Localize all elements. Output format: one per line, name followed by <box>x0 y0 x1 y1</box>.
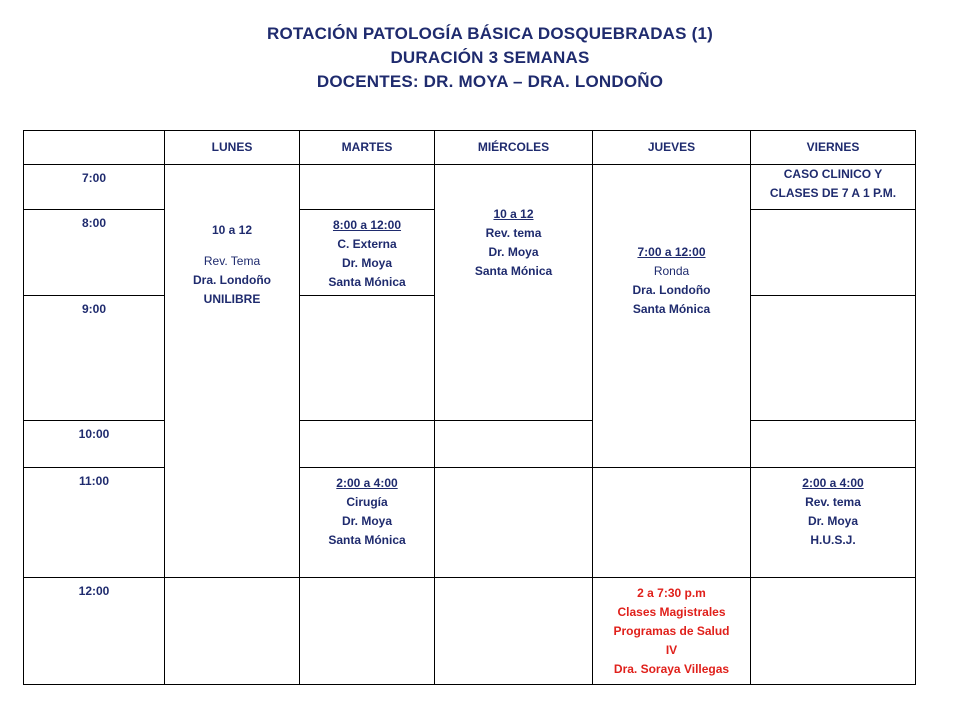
cell-jueves-afternoon <box>593 578 751 685</box>
title-line-1: ROTACIÓN PATOLOGÍA BÁSICA DOSQUEBRADAS (1) <box>266 24 713 43</box>
cell-viernes-12 <box>751 578 916 685</box>
martes-afternoon-activity: Cirugía <box>346 495 388 509</box>
jueves-afternoon-line4: IV <box>665 643 678 657</box>
lunes-teacher: Dra. Londoño <box>193 273 271 287</box>
document-header <box>0 22 960 94</box>
table-row <box>24 421 916 468</box>
jueves-afternoon-line2: Clases Magistrales <box>617 605 726 619</box>
viernes-afternoon-place: H.U.S.J. <box>810 533 856 547</box>
jueves-afternoon-line1: 2 a 7:30 p.m <box>637 586 706 600</box>
cell-viernes-10 <box>751 421 916 468</box>
table-row <box>24 468 916 578</box>
miercoles-time: 10 a 12 <box>493 207 534 221</box>
cell-martes-morning <box>300 210 435 296</box>
time-slot-10: 10:00 <box>24 421 165 468</box>
martes-afternoon-time: 2:00 a 4:00 <box>336 476 398 490</box>
cell-martes-12 <box>300 578 435 685</box>
martes-afternoon-teacher: Dr. Moya <box>341 514 392 528</box>
cell-jueves-block <box>593 165 751 468</box>
martes-morning-teacher: Dr. Moya <box>341 256 392 270</box>
viernes-afternoon-teacher: Dr. Moya <box>807 514 858 528</box>
cell-miercoles-11 <box>435 468 593 578</box>
cell-jueves-11 <box>593 468 751 578</box>
viernes-afternoon-activity: Rev. tema <box>805 495 861 509</box>
viernes-caso-line1: CASO CLINICO Y <box>783 167 883 181</box>
viernes-caso-line2: CLASES DE 7 A 1 P.M. <box>769 186 897 200</box>
cell-miercoles-12 <box>435 578 593 685</box>
time-slot-8: 8:00 <box>24 210 165 296</box>
cell-viernes-7 <box>751 165 916 210</box>
jueves-place: Santa Mónica <box>632 302 711 316</box>
cell-lunes-12 <box>165 578 300 685</box>
time-slot-9: 9:00 <box>24 296 165 421</box>
cell-miercoles-10 <box>435 421 593 468</box>
day-header-viernes: VIERNES <box>751 131 916 165</box>
lunes-time: 10 a 12 <box>211 223 253 237</box>
lunes-place: UNILIBRE <box>203 292 261 306</box>
jueves-afternoon-line5: Dra. Soraya Villegas <box>613 662 730 676</box>
viernes-afternoon-time: 2:00 a 4:00 <box>802 476 864 490</box>
day-header-jueves: JUEVES <box>593 131 751 165</box>
cell-lunes-block <box>165 165 300 578</box>
time-slot-11: 11:00 <box>24 468 165 578</box>
lunes-activity: Rev. Tema <box>203 254 261 268</box>
time-slot-12: 12:00 <box>24 578 165 685</box>
cell-martes-10 <box>300 421 435 468</box>
cell-martes-7 <box>300 165 435 210</box>
corner-cell <box>24 131 165 165</box>
martes-morning-place: Santa Mónica <box>328 275 406 289</box>
time-slot-7: 7:00 <box>24 165 165 210</box>
miercoles-teacher: Dr. Moya <box>488 245 539 259</box>
cell-martes-afternoon <box>300 468 435 578</box>
martes-afternoon-place: Santa Mónica <box>328 533 406 547</box>
title-line-2: DURACIÓN 3 SEMANAS <box>390 48 590 67</box>
jueves-afternoon-line3: Programas de Salud <box>613 624 730 638</box>
cell-martes-9 <box>300 296 435 421</box>
schedule-table <box>23 130 916 685</box>
martes-morning-activity: C. Externa <box>337 237 397 251</box>
header-row <box>24 131 916 165</box>
title-line-3: DOCENTES: DR. MOYA – DRA. LONDOÑO <box>316 72 664 91</box>
day-header-martes: MARTES <box>300 131 435 165</box>
table-row <box>24 165 916 210</box>
martes-morning-time: 8:00 a 12:00 <box>332 218 402 232</box>
cell-miercoles-block <box>435 165 593 421</box>
jueves-activity: Ronda <box>653 264 690 278</box>
day-header-lunes: LUNES <box>165 131 300 165</box>
day-header-miercoles: MIÉRCOLES <box>435 131 593 165</box>
jueves-teacher: Dra. Londoño <box>632 283 711 297</box>
table-row <box>24 578 916 685</box>
jueves-time: 7:00 a 12:00 <box>637 245 706 259</box>
cell-viernes-afternoon <box>751 468 916 578</box>
cell-viernes-9 <box>751 296 916 421</box>
miercoles-place: Santa Mónica <box>474 264 553 278</box>
miercoles-activity: Rev. tema <box>485 226 542 240</box>
cell-viernes-8 <box>751 210 916 296</box>
